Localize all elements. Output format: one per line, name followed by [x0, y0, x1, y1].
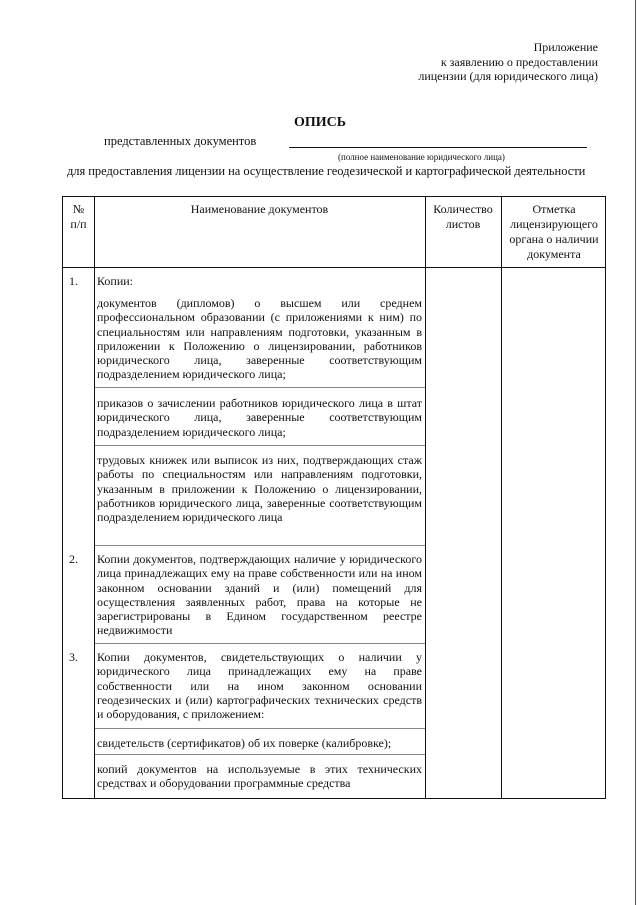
legal-entity-name-field[interactable] [289, 147, 587, 148]
paragraph-separator [95, 728, 425, 729]
page-edge-line [635, 0, 636, 905]
header-authority-mark [501, 202, 607, 262]
row-1-employment-records: трудовых книжек или выписок из них, подтверждающих стаж работы по специальностям или направлениям подготовки, указанным в приложении к Положению о лицензировании, работников юридического лица, заверенные соответствующим подразделением юридического лица [97, 453, 422, 525]
header-number-line-1: № [72, 202, 85, 216]
row-2-premises: Копии документов, подтверждающих наличие у юридического лица принадлежащих ему на праве собственности или на ином законном основании зданий и (или) помещений для осуществления заявленных работ, права на которые не зарегистрированы в Едином государственном реестре недвижимости [97, 552, 422, 638]
appendix-line-3: лицензии (для юридического лица) [418, 69, 598, 83]
row-number: 3. [69, 650, 78, 664]
header-document-name: Наименование документов [190, 202, 329, 216]
purpose-line: для предоставления лицензии на осуществление геодезической и картографической деятельности [67, 164, 586, 178]
column-divider [501, 197, 502, 798]
row-1-intro: Копии: [97, 274, 134, 288]
paragraph-separator [95, 445, 425, 446]
header-count-line-1: Количество [433, 202, 493, 216]
document-title: ОПИСЬ [293, 115, 347, 130]
appendix-note [340, 40, 598, 84]
header-sheet-count [425, 202, 501, 232]
header-mark-line-4: документа [527, 247, 581, 261]
paragraph-separator [95, 387, 425, 388]
row-3-software: копий документов на используемые в этих технических средствах и оборудовании программные средства [97, 762, 422, 791]
row-3-certificates: свидетельств (сертификатов) об их поверке (калибровке); [97, 736, 392, 750]
row-number: 1. [69, 274, 78, 288]
header-mark-line-2: лицензирующего [510, 217, 598, 231]
row-3-equipment: Копии документов, свидетельствующих о наличии у юридического лица принадлежащих ему на праве собственности или на ином законном основании геодезических и (или) картографических технических средств и оборудования, с приложением: [97, 650, 422, 722]
legal-entity-name-caption: (полное наименование юридического лица) [338, 152, 505, 162]
header-count-line-2: листов [445, 217, 481, 231]
row-1-diplomas: документов (дипломов) о высшем или среднем профессиональном образовании (с приложениями к ним) по специальностям или направлениям подготовки, указанным в приложении к Положению о лицензировании, работников юридического лица, заверенные соответствующим подразделением юридического лица; [97, 296, 422, 382]
column-divider [94, 197, 95, 798]
column-divider [425, 197, 426, 798]
header-mark-line-3: органа о наличии [509, 232, 599, 246]
appendix-line-1: Приложение [533, 40, 598, 54]
row-1-orders: приказов о зачислении работников юридического лица в штат юридического лица, заверенные соответствующим подразделением юридического лица; [97, 396, 422, 439]
documents-table [62, 196, 606, 799]
header-divider [63, 267, 605, 268]
paragraph-separator [95, 754, 425, 755]
submitted-documents-label: представленных документов [104, 134, 257, 148]
row-number: 2. [69, 552, 78, 566]
header-mark-line-1: Отметка [532, 202, 576, 216]
row-separator [95, 643, 425, 644]
appendix-line-2: к заявлению о предоставлении [440, 54, 598, 69]
row-separator [95, 545, 425, 546]
header-number-line-2: п/п [70, 217, 87, 231]
header-number [63, 202, 94, 232]
